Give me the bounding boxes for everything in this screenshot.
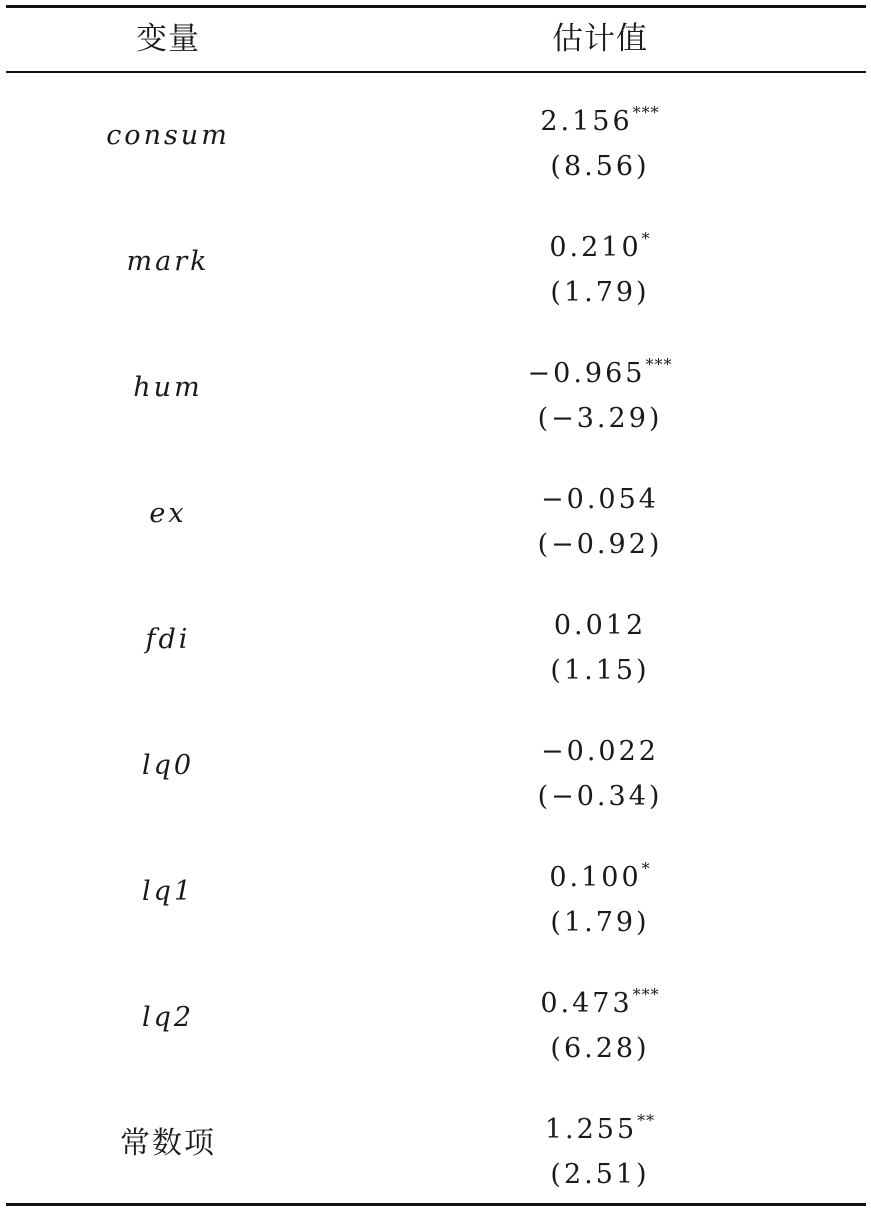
t-statistic: (−0.92) — [537, 529, 663, 560]
variable-name: 常数项 — [120, 1126, 216, 1161]
t-statistic: (2.51) — [550, 1159, 650, 1190]
coefficient-value: 2.156 — [540, 106, 633, 137]
coefficient — [450, 473, 750, 515]
coefficient — [450, 977, 750, 1019]
table-header — [0, 8, 871, 71]
coefficient — [450, 1103, 750, 1145]
coefficient-value: 1.255 — [544, 1114, 638, 1145]
coefficient — [450, 221, 750, 263]
t-statistic: (1.15) — [550, 655, 650, 686]
variable-name: mark — [126, 246, 210, 277]
table-bottom-rule — [6, 1203, 866, 1206]
coefficient-value: 0.100 — [549, 862, 642, 893]
coefficient — [450, 725, 750, 767]
t-statistic: (−0.34) — [537, 781, 663, 812]
t-statistic: (1.79) — [550, 907, 650, 938]
table-row — [0, 325, 871, 451]
coefficient — [450, 851, 750, 893]
table-row — [0, 955, 871, 1081]
table-body — [0, 73, 871, 1207]
t-statistic: (8.56) — [550, 151, 650, 182]
coefficient-value: −0.022 — [541, 736, 659, 767]
variable-name: lq1 — [141, 876, 195, 907]
coefficient-value: 0.210 — [549, 232, 642, 263]
variable-column-header: 变量 — [136, 21, 200, 57]
significance-stars: *** — [632, 103, 660, 122]
table-row — [0, 451, 871, 577]
coefficient — [450, 347, 750, 389]
variable-name: lq0 — [141, 750, 195, 781]
coefficient — [450, 599, 750, 641]
significance-stars: * — [641, 229, 651, 248]
t-statistic: (1.79) — [550, 277, 650, 308]
coefficient-value: −0.054 — [541, 484, 659, 515]
table-row — [0, 703, 871, 829]
significance-stars: ** — [637, 1111, 656, 1130]
coefficient — [450, 95, 750, 137]
significance-stars: *** — [645, 355, 673, 374]
estimate-column-header: 估计值 — [552, 21, 648, 57]
t-statistic: (−3.29) — [537, 403, 663, 434]
variable-name: hum — [133, 372, 203, 403]
table-row — [0, 829, 871, 955]
table-row — [0, 73, 871, 199]
coefficient-value: 0.473 — [540, 988, 633, 1019]
variable-name: lq2 — [141, 1002, 195, 1033]
table-row — [0, 199, 871, 325]
t-statistic: (6.28) — [550, 1033, 650, 1064]
significance-stars: *** — [632, 985, 660, 1004]
coefficient-value: 0.012 — [553, 610, 647, 641]
coefficient-value: −0.965 — [527, 358, 646, 389]
variable-name: fdi — [145, 624, 191, 655]
variable-name: consum — [106, 120, 230, 151]
variable-name: ex — [149, 498, 187, 529]
significance-stars: * — [641, 859, 651, 878]
table-row — [0, 1081, 871, 1207]
table-row — [0, 577, 871, 703]
